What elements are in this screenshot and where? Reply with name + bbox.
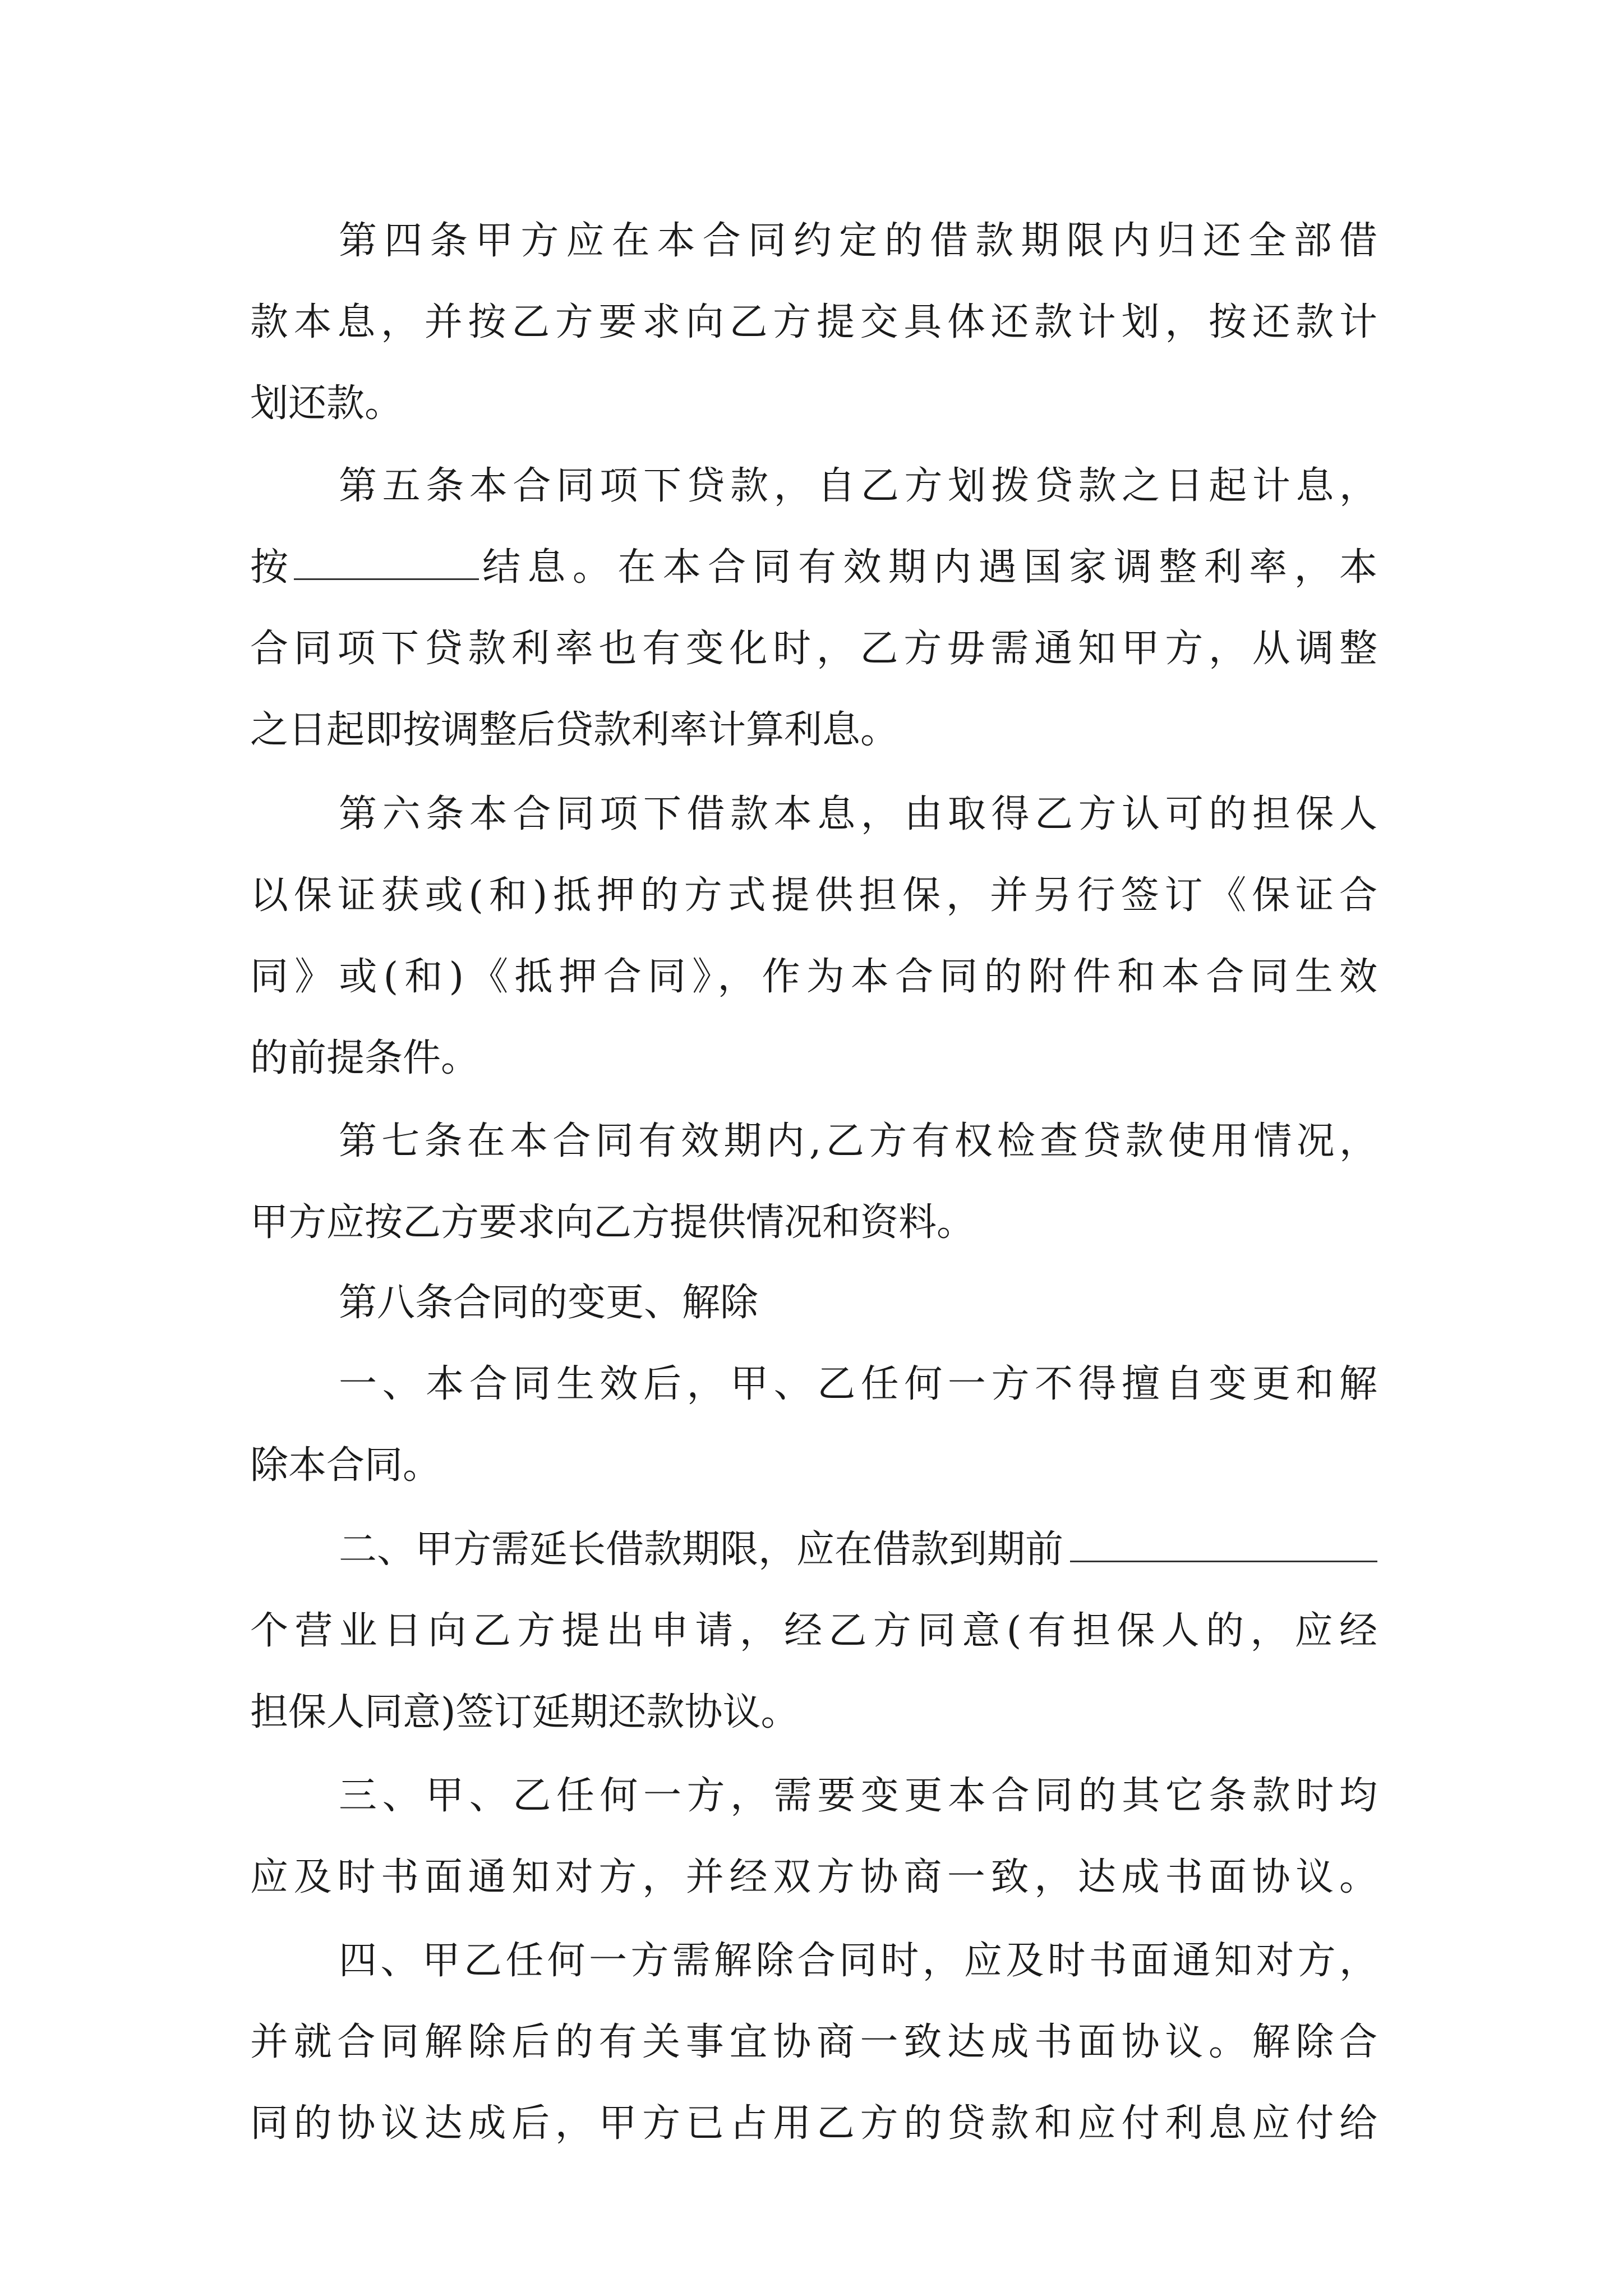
article-8-item-4-line-3: 同的协议达成后，甲方已占用乙方的贷款和应付利息应付给 [250,2101,1377,2146]
article-8-item-2-line-1 [250,1522,1377,1578]
article-8-heading: 第八条合同的变更、解除 [339,1281,759,1325]
article-8-item-3-line-2: 应及时书面通知对方，并经双方协商一致，达成书面协议。 [250,1855,1377,1899]
article-7-line-1: 第七条在本合同有效期内,乙方有权检查贷款使用情况， [339,1119,1377,1163]
article-4-line-1: 第四条甲方应在本合同约定的借款期限内归还全部借 [339,219,1377,263]
article-4-line-2: 款本息，并按乙方要求向乙方提交具体还款计划，按还款计 [250,300,1377,344]
article-8-item-2-line-2: 个营业日向乙方提出申请，经乙方同意(有担保人的，应经 [250,1609,1377,1653]
article-6-line-4: 的前提条件。 [250,1036,479,1080]
business-days-blank [1070,1526,1377,1562]
article-4-line-3: 划还款。 [250,381,403,426]
article-5-line-3: 合同项下贷款利率也有变化时，乙方毋需通知甲方，从调整 [250,627,1377,671]
article-5-line-2 [250,540,1377,596]
article-5-prefix: 按 [250,545,289,590]
article-5-line-1: 第五条本合同项下贷款，自乙方划拨贷款之日起计息， [339,464,1377,508]
article-8-item-1-line-1: 一、本合同生效后，甲、乙任何一方不得擅自变更和解 [339,1362,1377,1406]
article-6-line-3: 同》或(和)《抵押合同》，作为本合同的附件和本合同生效 [250,955,1377,999]
article-5-suffix: 结息。在本合同有效期内遇国家调整利率，本 [482,545,1377,590]
article-8-item-2-line-3: 担保人同意)签订延期还款协议。 [250,1690,799,1734]
article-5-line-4: 之日起即按调整后贷款利率计算利息。 [250,708,899,752]
article-6-line-1: 第六条本合同项下借款本息，由取得乙方认可的担保人 [339,792,1377,836]
article-8-item-3-line-1: 三、甲、乙任何一方，需要变更本合同的其它条款时均 [339,1774,1377,1818]
article-8-item-2-prefix: 二、甲方需延长借款期限，应在借款到期前 [339,1527,1064,1572]
article-8-item-4-line-2: 并就合同解除后的有关事宜协商一致达成书面协议。解除合 [250,2020,1377,2064]
article-8-item-1-line-2: 除本合同。 [250,1443,441,1488]
article-8-item-4-line-1: 四、甲乙任何一方需解除合同时，应及时书面通知对方， [339,1939,1377,1983]
settlement-period-blank [294,544,479,580]
article-7-line-2: 甲方应按乙方要求向乙方提供情况和资料。 [250,1200,975,1245]
article-6-line-2: 以保证获或(和)抵押的方式提供担保，并另行签订《保证合 [250,873,1377,918]
